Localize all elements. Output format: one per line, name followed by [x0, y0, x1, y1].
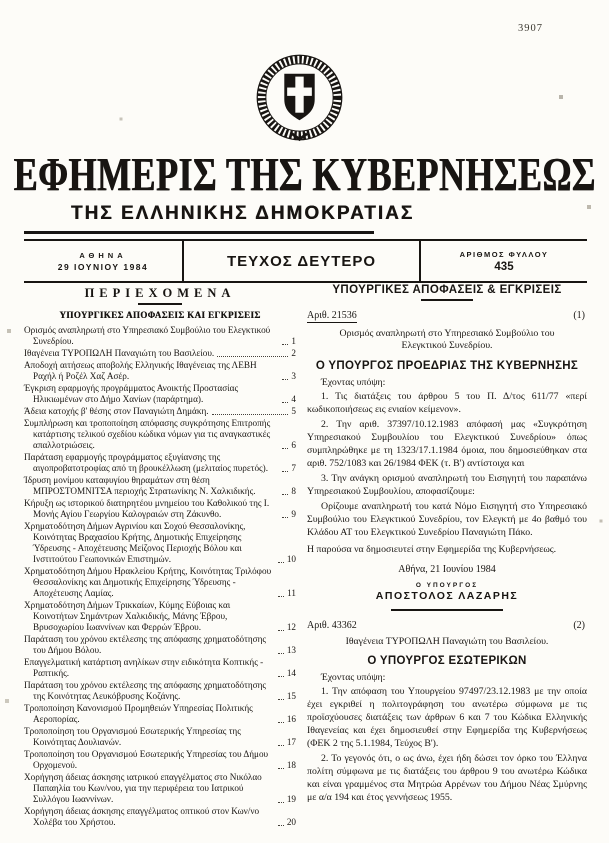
toc-item-text: Χορήγηση άδειας άσκησης επαγγέλματος οπτικού στον Κων/νο Χολέβα του Χρήστου. [24, 806, 260, 827]
decree-subject: Ορισμός αναπληρωτή στο Υπηρεσιακό Συμβούλιο του Ελεγκτικού Συνεδρίου. [339, 327, 555, 351]
toc-item-number: 17 [286, 737, 296, 747]
toc-dot-leader [278, 825, 284, 826]
decree-authority: Ο ΥΠΟΥΡΓΟΣ ΕΣΩΤΕΡΙΚΩΝ [367, 655, 527, 667]
issue-place-cell [24, 241, 184, 281]
toc-item-text: Συμπλήρωση και τροποποίηση απόφασης συγκρότησης Επιτροπής κατάρτισης τελικού σχεδίου κώδικα νόμων για τις αναγκαστικές απαλλοτριώσεις. [24, 418, 271, 450]
decree-entry [307, 620, 587, 805]
toc-item-text: Ίδρυση μονίμου καταφυγίου θηραμάτων στη θέση ΜΠΡΟΣΤΟΜΝΙΤΣΑ περιοχής Στρατωνίκης Ν. Χαλκιδικής. [24, 475, 256, 496]
decree-paragraphs [307, 685, 587, 804]
toc-dot-leader [282, 379, 288, 380]
toc-dot-leader [278, 768, 284, 769]
decree-paragraph: Ορίζουμε αναπληρωτή του κατά Νόμο Εισηγητή στο Υπηρεσιακό Συμβούλιο του Ελεγκτικού Συνεδρίου, τον Ελεγκτή με 4ο βαθμό του Κλάδου ΑΤ του Ελεγκτικού Συνεδρίου Παναγιώτη Πάκο. [307, 500, 587, 538]
issue-number-value: 435 [494, 260, 514, 273]
toc-dot-leader [278, 653, 284, 654]
issue-place: ΑΘΗΝΑ [79, 250, 127, 260]
toc-dot-leader [282, 494, 288, 495]
issue-number-label: ΑΡΙΘΜΟΣ ΦΥΛΛΟΥ [459, 249, 549, 259]
toc-item-number: 6 [291, 440, 296, 450]
issue-date: 29 ΙΟΥΝΙΟΥ 1984 [57, 261, 149, 272]
toc-item [24, 726, 296, 748]
contents-column [24, 284, 296, 843]
toc-item-number: 9 [291, 509, 296, 519]
decree-head [307, 310, 587, 323]
toc-item-text: Ιθαγένεια ΤΥΡΟΠΩΛΗ Παναγιώτη του Βασιλείου. [24, 348, 215, 358]
decree-sequence-marker: (2) [573, 619, 585, 631]
toc-dot-leader [217, 356, 288, 357]
toc-dot-leader [278, 722, 284, 723]
toc-item [24, 566, 296, 599]
decree-sequence-marker: (1) [573, 309, 585, 321]
contents-title: ΠΕΡΙΕΧΟΜΕΝΑ [84, 286, 236, 300]
toc-dot-leader [212, 414, 289, 415]
toc-item-number: 18 [286, 760, 296, 770]
decisions-title-rule [421, 299, 473, 301]
toc-item-text: Τροποποίηση του Οργανισμού Εσωτερικής Υπηρεσίας του Δήμου Ορχομενού. [24, 749, 269, 770]
decree-entry [307, 310, 587, 611]
page-number: 3907 [518, 23, 543, 34]
decree-preamble: Έχοντας υπόψη: [321, 376, 386, 388]
issue-volume-cell [184, 241, 421, 281]
toc-item-number: 15 [286, 691, 296, 701]
toc-item-text: Χορήγηση άδειας άσκησης ιατρικού επαγγέλματος στο Νικόλαο Παπαηλία του Κων/νου, για την περιφέρεια του Ιατρικού Συλλόγου Ιωαννίνων. [24, 772, 262, 804]
toc-item-number: 3 [291, 371, 296, 381]
decree-paragraph: 2. Το γεγονός ότι, ο ως άνω, έχει ήδη δώσει τον όρκο του Έλληνα πολίτη σύμφωνα με τις διατάξεις του άρθρου 9 του ανωτέρω Κώδικα και είναι γραμμένος στα Μητρώα Αρρένων του Δήμου Νέας Σμύρνης με α/α 194 και έτος γεννήσεως 1955. [307, 753, 587, 803]
toc-item-text: Άδεια κατοχής β' θέσης στον Παναγιώτη Δημάκη. [24, 406, 209, 416]
toc-dot-leader [282, 344, 288, 345]
toc-item [24, 325, 296, 347]
toc-item-text: Αποδοχή αιτήσεως αποβολής Ελληνικής Ιθαγένειας της ΛΕΒΗ Ραχήλ ή Ροζέλ Χαζ Ασέρ. [24, 360, 257, 381]
toc-item-number: 13 [286, 645, 296, 655]
decree-list [307, 310, 587, 805]
toc-dot-leader [278, 802, 284, 803]
decree-subject: Ιθαγένεια ΤΥΡΟΠΩΛΗ Παναγιώτη του Βασιλείου. [345, 635, 549, 647]
toc-item-number: 14 [286, 668, 296, 678]
decree-paragraph: 1. Την απόφαση του Υπουργείου 97497/23.12.1983 με την οποία έχει εγκριθεί η πολιτογράφηση του ανωτέρω σύμφωνα με τις προϊσχύουσες διατάξεις των άρθρων 6 και 7 του Κώδικα Ελληνικής Ιθαγενείας και έχει δημοσιευθεί στην Εφημερίδα της Κυβερνήσεως (ΦΕΚ 2 της 5.1.1984, Τεύχος Β'). [307, 686, 587, 749]
toc-item [24, 498, 296, 520]
toc-dot-leader [278, 630, 284, 631]
issue-bar [24, 239, 587, 283]
masthead-subtitle: ΤΗΣ ΕΛΛΗΝΙΚΗΣ ΔΗΜΟΚΡΑΤΙΑΣ [70, 203, 415, 224]
toc-item-number: 5 [291, 406, 296, 416]
toc-dot-leader [278, 699, 284, 700]
decree-signature-title: Ο ΥΠΟΥΡΓΟΣ [415, 581, 479, 589]
toc-item [24, 348, 296, 359]
toc-item-number: 2 [291, 348, 296, 358]
toc-item-number: 4 [291, 394, 296, 404]
toc-item [24, 600, 296, 633]
toc-item [24, 680, 296, 702]
decree-number: Αριθ. 43362 [307, 619, 357, 631]
contents-list [24, 325, 296, 828]
decree-number: Αριθ. 21536 [307, 309, 357, 321]
toc-item-number: 11 [287, 588, 296, 598]
contents-title-rule [138, 303, 182, 305]
toc-item [24, 806, 296, 828]
masthead-title: ΕΦΗΜΕΡΙΣ ΤΗΣ ΚΥΒΕΡΝΗΣΕΩΣ [13, 148, 596, 202]
toc-item [24, 475, 296, 497]
toc-item-text: Κήρυξη ως ιστορικού διατηρητέου μνημείου του Καθολικού της Ι. Μονής Αγίου Γεωργίου Καλογραιών στη Ζάκυνθο. [24, 498, 270, 519]
two-column-body [24, 284, 587, 843]
decree-paragraphs [307, 390, 587, 539]
decree-closing: Η παρούσα να δημοσιευτεί στην Εφημερίδα της Κυβερνήσεως. [307, 543, 557, 555]
toc-item-number: 16 [286, 714, 296, 724]
decree-dateline: Αθήνα, 21 Ιουνίου 1984 [398, 563, 496, 575]
decree-authority: Ο ΥΠΟΥΡΓΟΣ ΠΡΟΕΔΡΙΑΣ ΤΗΣ ΚΥΒΕΡΝΗΣΗΣ [315, 359, 579, 372]
toc-item-text: Ορισμός αναπληρωτή στο Υπηρεσιακό Συμβούλιο του Ελεγκτικού Συνεδρίου. [24, 325, 271, 346]
greek-coat-of-arms-icon [252, 50, 347, 145]
toc-item-text: Παράταση εφαρμογής προγράμματος εξυγίανσης της αιγοπροβατοτροφίας από τη βρουκέλλωση (μελιταίος πυρετός). [24, 452, 269, 473]
toc-item-text: Επαγγελματική κατάρτιση ανηλίκων στην ειδικότητα Κοπτικής - Ραπτικής. [24, 657, 264, 678]
toc-item [24, 418, 296, 451]
decree-head [307, 620, 587, 631]
toc-item [24, 703, 296, 725]
toc-item-number: 10 [286, 554, 296, 564]
decree-preamble: Έχοντας υπόψη: [321, 672, 386, 683]
toc-item-text: Χρηματοδότηση Δήμων Αγρινίου και Σοχού Θεσσαλονίκης, Κοινότητας Βραχασίου Κρήτης, Δημοτικής Επιχείρησης Ύδρευσης - Αποχέτευσης Μείζονος Περιοχής Βόλου και Ινστιτούτου Γεωπονικών Επιστημών. [24, 521, 246, 564]
toc-item [24, 452, 296, 474]
decree-paragraph: 1. Τις διατάξεις του άρθρου 5 του Π. Δ/τος 611/77 «περί κωδικοποιήσεως εις ενιαίον κείμενον». [307, 390, 587, 415]
toc-item-text: Παράταση του χρόνου εκτέλεσης της απόφασης χρηματοδότησης της Κοινότητας Λευκόβρυσης Κοζάνης. [24, 680, 267, 701]
toc-item-number: 19 [286, 794, 296, 804]
toc-item-text: Έγκριση εφαρμογής προγράμματος Ανοικτής Προστασίας Ηλικιωμένων στο Δήμο Χανίων (παράρτημα). [24, 383, 239, 404]
toc-dot-leader [278, 745, 284, 746]
toc-dot-leader [282, 517, 288, 518]
toc-item-number: 8 [291, 486, 296, 496]
toc-item-text: Τροποποίηση του Οργανισμού Εσωτερικής Υπηρεσίας της Κοινότητας Δουλιανών. [24, 726, 241, 747]
toc-dot-leader [282, 471, 288, 472]
decree-signature-name: ΑΠΟΣΤΟΛΟΣ ΛΑΖΑΡΗΣ [375, 589, 519, 602]
toc-item-number: 12 [286, 622, 296, 632]
toc-item [24, 657, 296, 679]
toc-item [24, 406, 296, 417]
toc-dot-leader [278, 676, 284, 677]
toc-dot-leader [282, 402, 288, 403]
decisions-title: ΥΠΟΥΡΓΙΚΕΣ ΑΠΟΦΑΣΕΙΣ & ΕΓΚΡΙΣΕΙΣ [332, 284, 562, 296]
toc-dot-leader [278, 596, 284, 597]
decisions-column [307, 284, 587, 843]
decree-divider [391, 609, 503, 611]
toc-item-text: Παράταση του χρόνου εκτέλεσης της απόφασης χρηματοδότησης του Δήμου Βόλου. [24, 634, 267, 655]
issue-number-cell [421, 241, 587, 281]
toc-item [24, 383, 296, 405]
toc-item [24, 634, 296, 656]
toc-item [24, 749, 296, 771]
toc-dot-leader [278, 562, 284, 563]
toc-item [24, 360, 296, 382]
scan-noise [0, 0, 2, 2]
toc-item-number: 7 [291, 463, 296, 473]
toc-item-text: Τροποποίηση Κανονισμού Προμηθειών Υπηρεσίας Πολιτικής Αεροπορίας. [24, 703, 253, 724]
issue-volume: ΤΕΥΧΟΣ ΔΕΥΤΕΡΟ [226, 252, 377, 270]
toc-item-number: 1 [291, 336, 296, 346]
toc-dot-leader [282, 448, 288, 449]
decree-paragraph: 2. Την αριθ. 37397/10.12.1983 απόφασή μας «Συγκρότηση Υπηρεσιακού Συμβουλίου του Ελεγκτικού Συνεδρίου» όπως συμπληρώθηκε με τη 1323/17.1.1984 όμοια, που δημοσιεύθηκαν στα αριθ. 752/1083 και 26/1984 ΦΕΚ (τ. Β') αντίστοιχα και [307, 418, 587, 469]
decree-paragraph: 3. Την ανάγκη ορισμού αναπληρωτή του Εισηγητή του παραπάνω Υπηρεσιακού Συμβουλίου, αποφασίζουμε: [307, 472, 587, 497]
toc-item-number: 20 [286, 817, 296, 827]
toc-item [24, 772, 296, 805]
toc-item-text: Χρηματοδότηση Δήμου Ηρακλείου Κρήτης, Κοινότητας Τριλόφου Θεσσαλονίκης και Δημοτικής Επιχείρησης Ύδρευσης - Αποχέτευσης Λαμίας. [24, 566, 272, 598]
masthead-rule [24, 231, 374, 234]
toc-item [24, 521, 296, 565]
contents-section-heading: ΥΠΟΥΡΓΙΚΕΣ ΑΠΟΦΑΣΕΙΣ ΚΑΙ ΕΓΚΡΙΣΕΙΣ [59, 310, 261, 320]
toc-item-text: Χρηματοδότηση Δήμων Τρικκαίων, Κύμης Εύβοιας και Κοινοτήτων Σημάντρων Χαλκιδικής, Μάνης Έβρου, Βρυσοχωρίου Ιωαννίνων και Φερρών Έβρου. [24, 600, 231, 632]
